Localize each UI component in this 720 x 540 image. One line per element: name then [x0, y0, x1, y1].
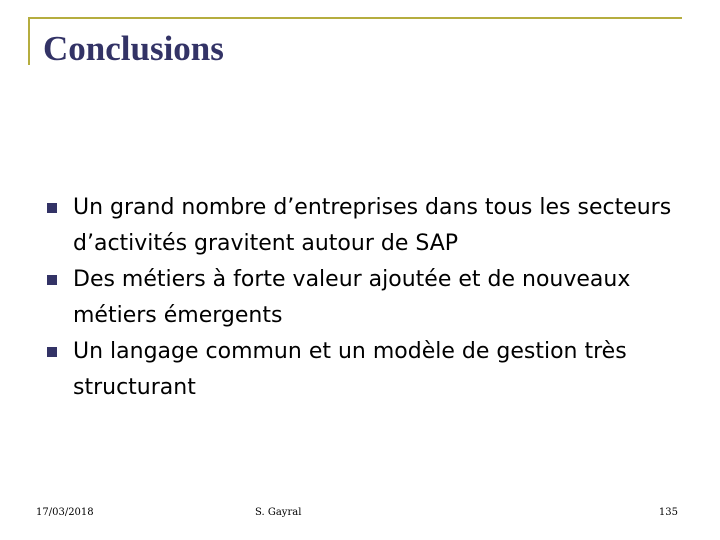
footer-author: S. Gayral — [255, 507, 302, 518]
footer-date: 17/03/2018 — [36, 507, 94, 518]
square-bullet-icon — [47, 203, 57, 213]
bullet-item — [40, 262, 680, 334]
square-bullet-icon — [47, 347, 57, 357]
square-bullet-icon — [47, 275, 57, 285]
bullet-item — [40, 190, 680, 262]
bullet-text: Un langage commun et un modèle de gestion très structurant — [73, 339, 627, 400]
bullet-text: Un grand nombre d’entreprises dans tous les secteurs d’activités gravitent autour de SAP — [73, 195, 672, 256]
footer-page-number: 135 — [658, 507, 678, 518]
bullet-item — [40, 334, 680, 406]
title-frame-left-line — [28, 17, 30, 65]
slide-title: Conclusions — [43, 29, 224, 68]
title-frame-top-line — [28, 17, 682, 19]
bullet-list — [40, 190, 680, 406]
bullet-text: Des métiers à forte valeur ajoutée et de nouveaux métiers émergents — [73, 267, 631, 328]
